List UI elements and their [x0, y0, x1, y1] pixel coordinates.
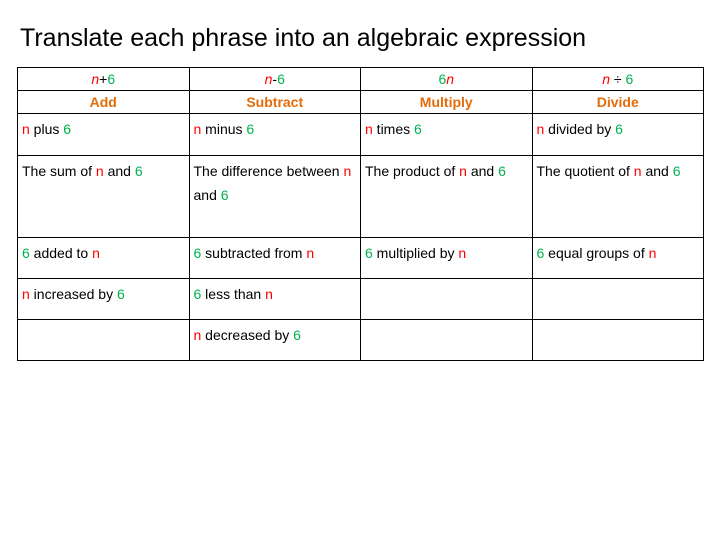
- expression-subtract: n-6: [189, 68, 361, 91]
- operation-row: [18, 91, 704, 114]
- phrase-cell: The difference between n and 6: [189, 156, 361, 238]
- slide-title: Translate each phrase into an algebraic expression: [20, 24, 587, 52]
- phrase-cell: 6 equal groups of n: [532, 238, 704, 279]
- phrase-row: [18, 320, 704, 361]
- empty-cell: [361, 279, 533, 320]
- expression-multiply: 6n: [361, 68, 533, 91]
- phrase-cell: n decreased by 6: [189, 320, 361, 361]
- phrase-cell: The product of n and 6: [361, 156, 533, 238]
- phrase-cell: n minus 6: [189, 114, 361, 156]
- phrase-cell: The quotient of n and 6: [532, 156, 704, 238]
- operation-add: Add: [18, 91, 190, 114]
- phrase-cell: 6 subtracted from n: [189, 238, 361, 279]
- phrase-row: [18, 279, 704, 320]
- phrase-cell: n divided by 6: [532, 114, 704, 156]
- phrase-cell: n plus 6: [18, 114, 190, 156]
- operation-multiply: Multiply: [361, 91, 533, 114]
- phrase-cell: 6 less than n: [189, 279, 361, 320]
- phrase-table: [17, 67, 704, 361]
- expression-divide: n ÷ 6: [532, 68, 704, 91]
- phrase-cell: n increased by 6: [18, 279, 190, 320]
- empty-cell: [18, 320, 190, 361]
- phrase-row: [18, 238, 704, 279]
- phrase-cell: The sum of n and 6: [18, 156, 190, 238]
- phrase-cell: 6 added to n: [18, 238, 190, 279]
- empty-cell: [532, 320, 704, 361]
- phrase-cell: 6 multiplied by n: [361, 238, 533, 279]
- expression-row: [18, 68, 704, 91]
- expression-add: n+6: [18, 68, 190, 91]
- operation-subtract: Subtract: [189, 91, 361, 114]
- empty-cell: [361, 320, 533, 361]
- phrase-row: [18, 156, 704, 238]
- operation-divide: Divide: [532, 91, 704, 114]
- empty-cell: [532, 279, 704, 320]
- phrase-cell: n times 6: [361, 114, 533, 156]
- phrase-row: [18, 114, 704, 156]
